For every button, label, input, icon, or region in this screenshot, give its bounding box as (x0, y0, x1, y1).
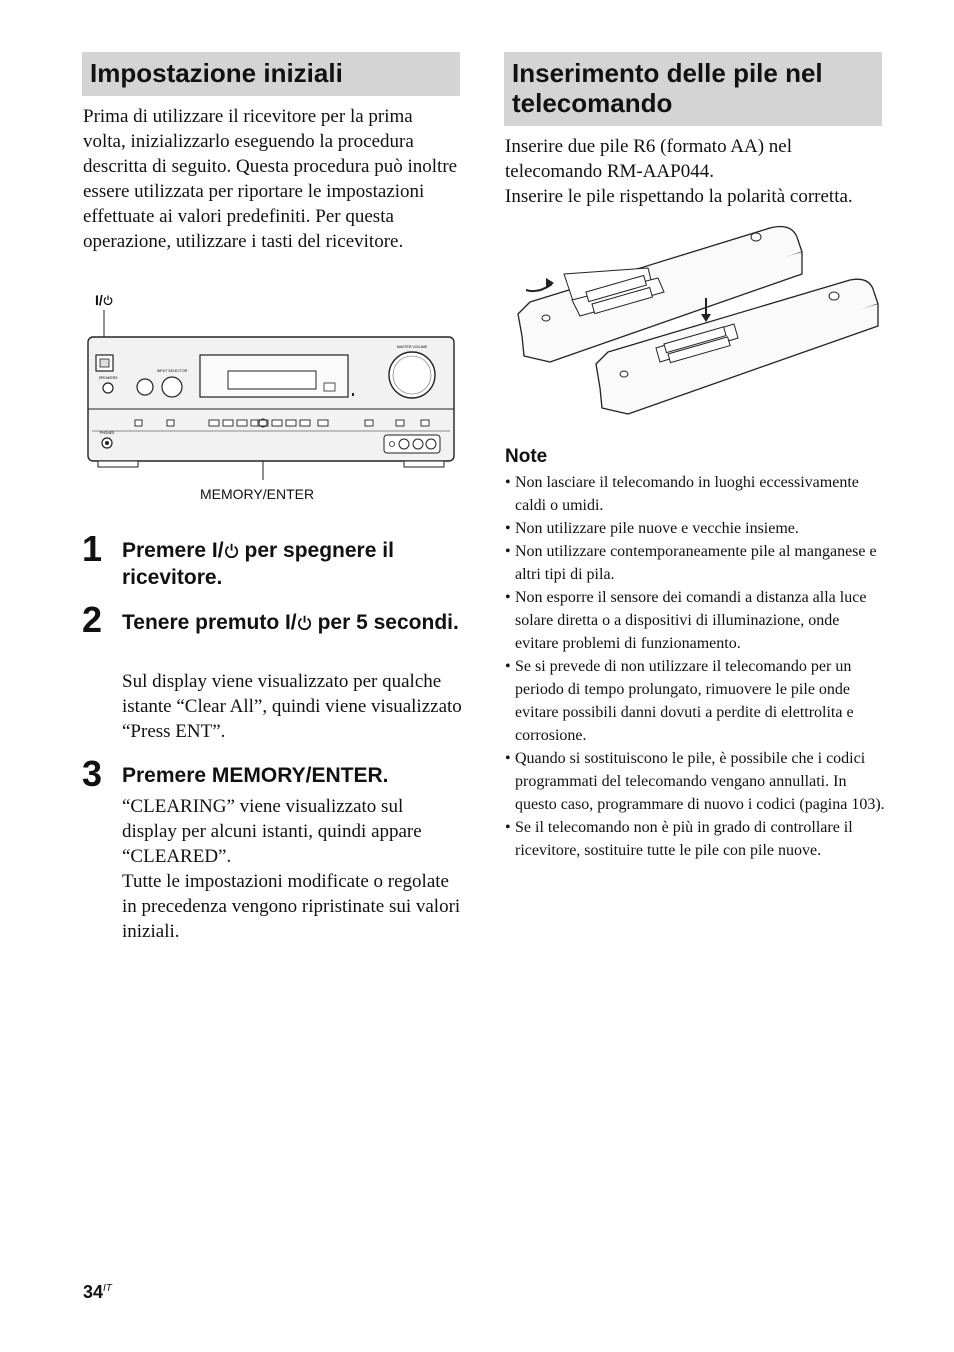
receiver-front-panel-figure (82, 305, 462, 480)
list-item: • Non esporre il sensore dei comandi a distanza alla luce solare diretta o a dispositivi di illuminazione, onde evitare problemi di funzionamento. (505, 586, 885, 655)
input-selector-label: INPUT SELECTOR (156, 369, 188, 373)
power-label-text: I/ (95, 292, 103, 308)
memory-enter-callout-label: MEMORY/ENTER (200, 486, 315, 502)
page-number-suffix: IT (103, 1283, 112, 1294)
step-3-body (122, 794, 462, 944)
list-item: • Non utilizzare pile nuove e vecchie insieme. (505, 517, 885, 540)
step-3-body-para-2: Tutte le impostazioni modificate o regolate in precedenza vengono ripristinate sui valori iniziali. (122, 871, 461, 942)
batteries-intro-line-1: Inserire due pile R6 (formato AA) nel telecomando RM-AAP044. (505, 136, 793, 182)
section-heading-initial-setup (82, 52, 460, 96)
list-item: • Non utilizzare contemporaneamente pile al manganese e altri tipi di pila. (505, 540, 885, 586)
master-volume-label: MASTER VOLUME (396, 345, 428, 349)
intro-paragraph: Prima di utilizzare il ricevitore per la prima volta, inizializzarlo eseguendo la procedura descritta di seguito. Questa procedura può inoltre essere utilizzata per riportare le impostazioni effettuate ai valori predefiniti. Per questa operazione, utilizzare i tasti del ricevitore. (83, 106, 458, 252)
step-2-body: Sul display viene visualizzato per qualche istante “Clear All”, quindi viene visualizzato “Press ENT”. (122, 671, 462, 742)
list-item: • Se si prevede di non utilizzare il telecomando per un periodo di tempo prolungato, rimuovere le pile onde evitare possibili danni dovuti a perdite di elettrolita e corrosione. (505, 655, 885, 747)
remote-battery-illustration (508, 222, 882, 418)
batteries-intro (505, 134, 885, 209)
phones-label: PHONES (99, 431, 115, 435)
step-2-title-post: per 5 secondi. (311, 611, 459, 634)
list-item: • Se il telecomando non è più in grado di controllare il ricevitore, sostituire tutte le pile con pile nuove. (505, 816, 885, 862)
speakers-label: SPEAKERS (98, 376, 118, 380)
section-heading-batteries (504, 52, 882, 126)
heading-text: Inserimento delle pile nel telecomando (512, 58, 823, 118)
list-item: • Non lasciare il telecomando in luoghi eccessivamente caldi o umidi. (505, 471, 885, 517)
heading-text: Impostazione iniziali (90, 58, 343, 88)
step-3-body-para-1: “CLEARING” viene visualizzato sul display per alcuni istanti, quindi appare “CLEARED”. (122, 796, 422, 867)
step-1-title (122, 537, 462, 591)
note-heading: Note (505, 446, 548, 467)
step-1-title-pre: Premere I/ (122, 539, 224, 562)
step-1-title-post: per spegnere il ricevitore. (122, 539, 394, 589)
power-icon (224, 543, 239, 558)
step-2-title-pre: Tenere premuto I/ (122, 611, 297, 634)
step-3-title-text: Premere MEMORY/ENTER. (122, 764, 389, 787)
step-1-number: 1 (82, 528, 103, 569)
page-number-value: 34 (83, 1282, 104, 1302)
batteries-intro-line-2: Inserire le pile rispettando la polarità corretta. (505, 186, 853, 207)
note-list (505, 471, 885, 862)
step-2-title (122, 609, 462, 636)
step-2-number: 2 (82, 599, 103, 640)
list-item: • Quando si sostituiscono le pile, è possibile che i codici programmati del telecomando vengano annullati. In questo caso, programmare di nuovo i codici (pagina 103). (505, 747, 885, 816)
step-3-number: 3 (82, 753, 103, 794)
power-icon (297, 615, 312, 630)
page-number (83, 1282, 112, 1303)
step-3-title (122, 762, 462, 789)
